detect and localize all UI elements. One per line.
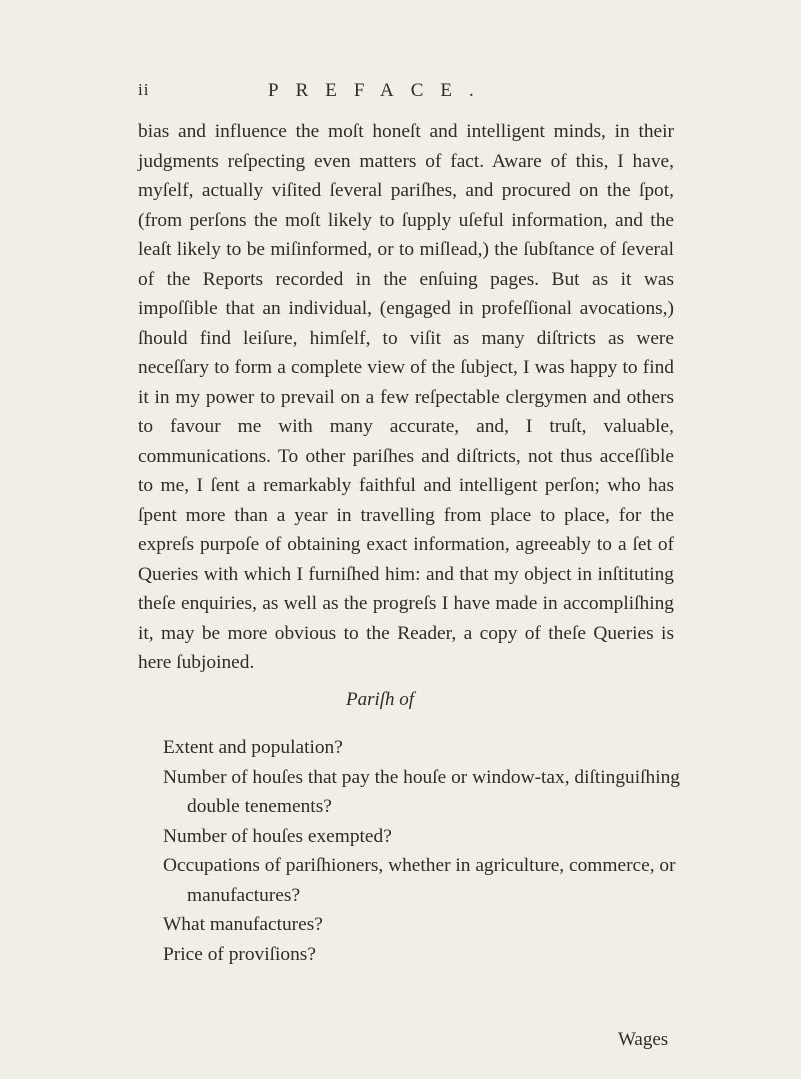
query-item: Number of houſes exempted? bbox=[163, 825, 392, 847]
page-number: ii bbox=[138, 80, 150, 99]
query-item: Price of proviſions? bbox=[163, 943, 316, 965]
query-item: Extent and population? bbox=[163, 737, 343, 758]
query-item: What manufactures? bbox=[163, 914, 323, 935]
query-item: Number of houſes that pay the houſe or window-tax, diſtinguiſhing double tenements? bbox=[163, 766, 680, 817]
body-paragraph: bias and influence the moſt honeſt and intelligent minds, in their judgments reſpecting even matters of fact. Aware of this, I have, myſelf, actually viſited ſeveral pariſhes, and procured on the ſpot, (from perſons the moſt likely to ſupply uſeful information, and the leaſt likely to be miſinformed, or to miſlead,) the ſubſtance of ſeveral of the Reports recorded in the enſuing pages. But as it was impoſſible that an individual, (engaged in profeſſional avocations,) ſhould find leiſure, himſelf, to viſit as many diſtricts as were neceſſary to form a complete view of the ſubject, I was happy to find it in my power to prevail on a few reſpectable clergymen and others to favour me with many accurate, and, I truſt, valuable, communications. To other pariſhes and diſtricts, not thus acceſſible to me, I ſent a remarkably faithful and intelligent perſon; who has ſpent more than a year in travelling from place to place, for the expreſs purpoſe of obtaining exact information, agreeably to a ſet of Queries with which I furniſhed him: and that my object in inſtituting theſe enquiries, as well as the progreſs I have made in accompliſhing it, may be more obvious to the Reader, a copy of theſe Queries is here ſubjoined. bbox=[138, 121, 674, 673]
query-item: Occupations of pariſhioners, whether in agriculture, commerce, or manufactures? bbox=[163, 855, 676, 906]
running-title: PREFACE. bbox=[268, 80, 491, 101]
section-heading: Pariſh of bbox=[346, 689, 415, 710]
body-text bbox=[138, 117, 674, 678]
catchword: Wages bbox=[618, 1029, 669, 1050]
query-list bbox=[163, 733, 683, 969]
page-header bbox=[0, 80, 801, 108]
